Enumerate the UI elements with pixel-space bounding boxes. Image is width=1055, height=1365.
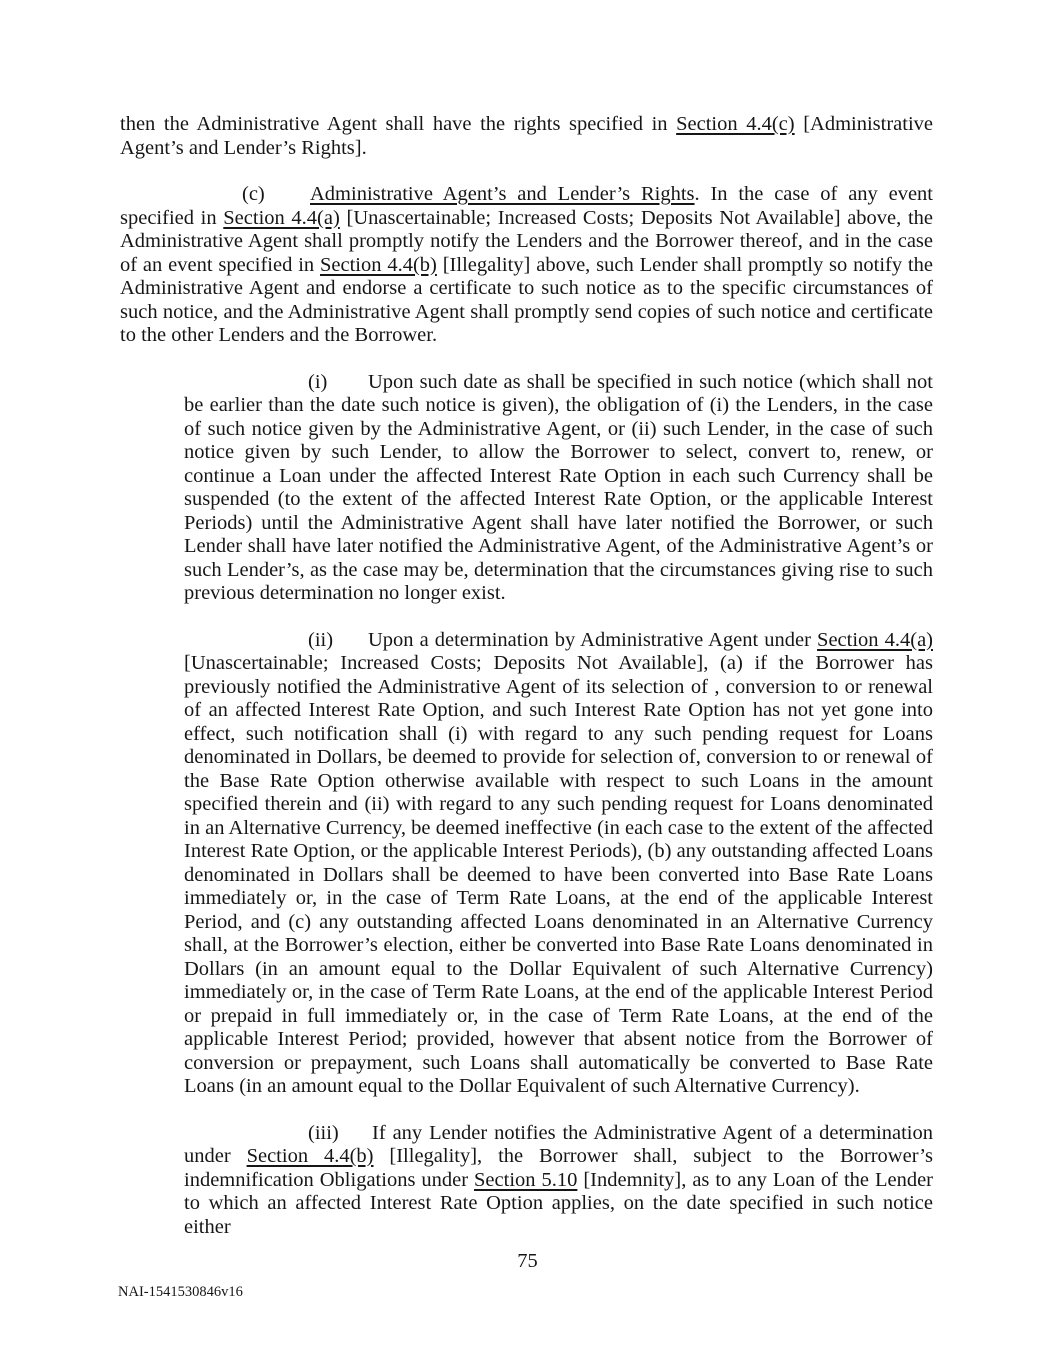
text-segment: [Indemnity], as to any Loan of the Lender to which an affected Interest Rate Option applies, on the date specified in such notice either [184,1168,933,1238]
text-segment: [Administrative Agent’s and Lender’s Rights]. [120,113,934,159]
clause-label-ii: (ii) [308,628,334,651]
section-reference: Section 4.4(a) [817,628,933,651]
paragraph-intro [120,113,933,160]
section-reference: Section 4.4(a) [223,206,340,229]
clause-label-i: (i) [308,370,328,393]
document-id: NAI-1541530846v16 [118,1284,243,1300]
text-segment: [Illegality], the Borrower shall, subject to the Borrower’s indemnification Obligations under [184,1145,933,1191]
section-reference: Section 4.4(b) [320,253,437,276]
text-segment: Upon a determination by Administrative Agent under [368,628,818,651]
section-reference: Section 4.4(c) [676,113,795,135]
paragraph-i [184,371,933,606]
clause-label-iii: (iii) [308,1121,339,1144]
text-segment: . In the case of any event specified in [120,183,933,229]
text-segment: [Illegality] above, such Lender shall promptly so notify the Administrative Agent and endorse a certificate to such notice as to the specific circumstances of such notice, and the Administrative Agent shall promptly send copies of such notice and certificate to the other Lenders and the Borrower. [120,253,933,346]
paragraph-c [120,183,933,348]
paragraph-ii [184,629,933,1099]
page-number: 75 [517,1250,538,1272]
clause-label-c: (c) [242,183,265,205]
text-segment: then the Administrative Agent shall have the rights specified in [120,113,677,135]
document-body [120,113,933,1239]
text-segment: [Unascertainable; Increased Costs; Deposits Not Available] above, the Administrative Agent shall promptly notify the Lenders and the Borrower thereof, and in the case of an event specified in [120,206,933,276]
paragraph-iii [184,1122,933,1240]
text-segment: If any Lender notifies the Administrative Agent of a determination under [184,1121,933,1167]
section-reference: Section 4.4(b) [246,1145,374,1167]
text-segment: Upon such date as shall be specified in such notice (which shall not be earlier than the date such notice is given), the obligation of (i) the Lenders, in the case of such notice given by the Administrative Agent, or (ii) such Lender, in the case of such notice given by such Lender, to allow the Borrower to select, convert to, renew, or continue a Loan under the affected Interest Rate Option in each such Currency shall be suspended (to the extent of the affected Interest Rate Option, or the applicable Interest Periods) until the Administrative Agent shall have later notified the Borrower, or such Lender shall have later notified the Administrative Agent, of the Administrative Agent’s or such Lender’s, as the case may be, determination that the circumstances giving rise to such previous determination no longer exist. [184,370,933,604]
text-segment: [Unascertainable; Increased Costs; Deposits Not Available], (a) if the Borrower has previously notified the Administrative Agent of its selection of , conversion to or renewal of an affected Interest Rate Option, and such Interest Rate Option has not yet gone into effect, such notification shall (i) with regard to any such pending request for Loans denominated in Dollars, be deemed to provide for selection of, conversion to or renewal of the Base Rate Option otherwise available with respect to such Loans in the amount specified therein and (ii) with regard to any such pending request for Loans denominated in an Alternative Currency, be deemed ineffective (in each case to the extent of the affected Interest Rate Option, or the applicable Interest Periods), (b) any outstanding affected Loans denominated in Dollars shall be deemed to have been converted into Base Rate Loans immediately or, in the case of Term Rate Loans, at the end of the applicable Interest Period, and (c) any outstanding affected Loans denominated in an Alternative Currency shall, at the Borrower’s election, either be converted into Base Rate Loans denominated in Dollars (in an amount equal to the Dollar Equivalent of such Alternative Currency) immediately or, in the case of Term Rate Loans, at the end of the applicable Interest Period or prepaid in full immediately or, in the case of Term Rate Loans, at the end of the applicable Interest Period; provided, however that absent notice from the Borrower of conversion or prepayment, such Loans shall automatically be converted to Base Rate Loans (in an amount equal to the Dollar Equivalent of such Alternative Currency). [184,652,933,1097]
clause-heading: Administrative Agent’s and Lender’s Rights [310,183,695,205]
section-reference: Section 5.10 [474,1168,578,1191]
